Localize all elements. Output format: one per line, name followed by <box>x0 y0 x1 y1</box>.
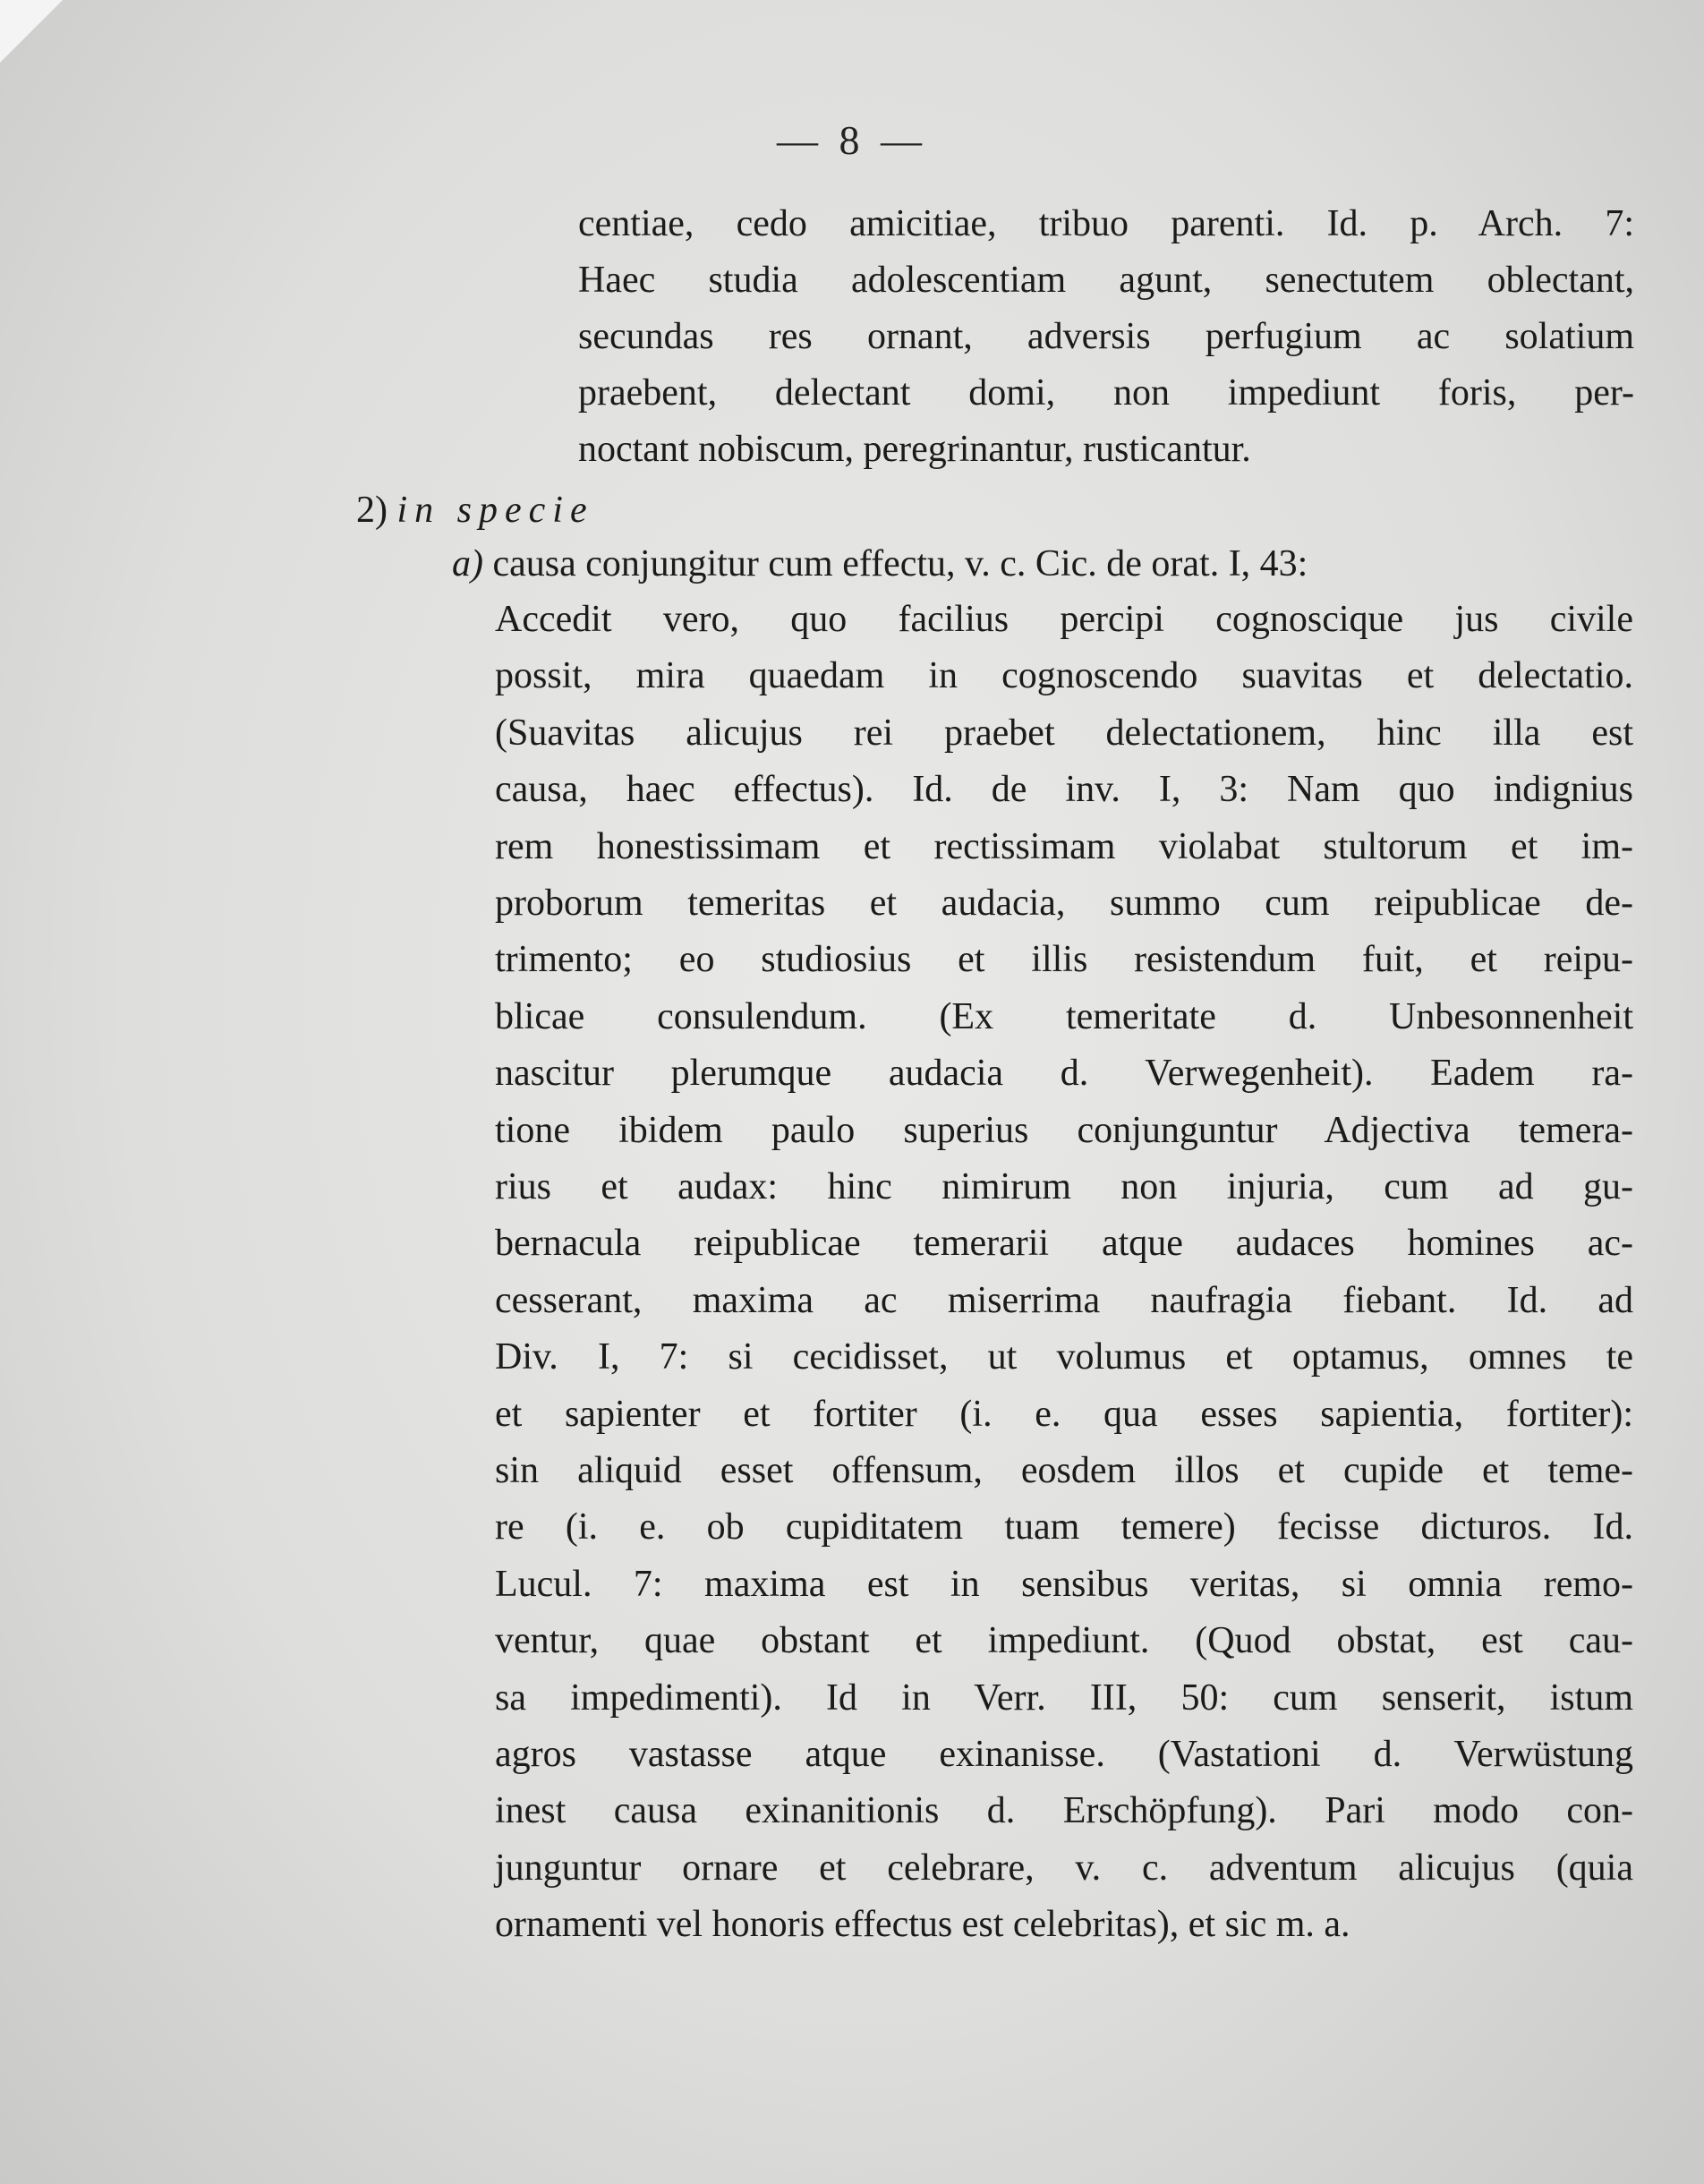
section-number: 2) <box>356 490 388 531</box>
text-line: causa, haec effectus). Id. de inv. I, 3: Nam quo indignius <box>495 769 1633 811</box>
section-heading <box>356 489 594 532</box>
text-line: praebent, delectant domi, non impediunt foris, per- <box>578 372 1634 414</box>
text-line: rem honestissimam et rectissimam violabat stultorum et im- <box>495 825 1633 867</box>
text-line: junguntur ornare et celebrare, v. c. adventum alicujus (quia <box>495 1847 1633 1889</box>
page-number: — 8 — <box>777 117 927 163</box>
text-line: Div. I, 7: si cecidisset, ut volumus et optamus, omnes te <box>495 1336 1633 1378</box>
text-line: sin aliquid esset offensum, eosdem illos et cupide et teme- <box>495 1450 1633 1491</box>
page-corner-fold <box>0 0 63 63</box>
text-line: et sapienter et fortiter (i. e. qua esses sapientia, fortiter): <box>495 1393 1633 1435</box>
subsection-heading <box>452 542 1633 585</box>
text-line: Lucul. 7: maxima est in sensibus veritas, si omnia remo- <box>495 1563 1633 1605</box>
subsection-first-line: causa conjungitur cum effectu, v. c. Cic. de orat. I, 43: <box>492 543 1308 584</box>
text-line: ventur, quae obstant et impediunt. (Quod obstat, est cau- <box>495 1620 1633 1662</box>
text-line: proborum temeritas et audacia, summo cum reipublicae de- <box>495 883 1633 924</box>
text-line: agros vastasse atque exinanisse. (Vastationi d. Verwüstung <box>495 1734 1633 1775</box>
text-line: blicae consulendum. (Ex temeritate d. Unbesonnenheit <box>495 995 1633 1037</box>
text-line: inest causa exinanitionis d. Erschöpfung). Pari modo con- <box>495 1790 1633 1832</box>
text-line: Haec studia adolescentiam agunt, senectutem oblectant, <box>578 260 1634 301</box>
text-line: rius et audax: hinc nimirum non injuria, cum ad gu- <box>495 1166 1633 1207</box>
text-line: ornamenti vel honoris effectus est celebritas), et sic m. a. <box>495 1904 1350 1946</box>
text-line: sa impedimenti). Id in Verr. III, 50: cum senserit, istum <box>495 1676 1633 1719</box>
text-line: Accedit vero, quo facilius percipi cognoscique jus civile <box>495 599 1633 640</box>
text-line: re (i. e. ob cupiditatem tuam temere) fecisse dicturos. Id. <box>495 1506 1633 1548</box>
text-line: centiae, cedo amicitiae, tribuo parenti. Id. p. Arch. 7: <box>578 203 1634 244</box>
text-line: noctant nobiscum, peregrinantur, rusticantur. <box>578 429 1251 470</box>
subsection-label: a) <box>452 543 483 584</box>
text-line: nascitur plerumque audacia d. Verwegenheit). Eadem ra- <box>495 1053 1633 1095</box>
text-line: trimento; eo studiosius et illis resistendum fuit, et reipu- <box>495 939 1633 981</box>
section-title: in specie <box>396 490 594 531</box>
text-line: tione ibidem paulo superius conjunguntur Adjectiva temera- <box>495 1109 1633 1151</box>
text-line: possit, mira quaedam in cognoscendo suavitas et delectatio. <box>495 655 1633 697</box>
text-line: (Suavitas alicujus rei praebet delectationem, hinc illa est <box>495 712 1633 754</box>
text-line: bernacula reipublicae temerarii atque audaces homines ac- <box>495 1223 1633 1265</box>
text-line: secundas res ornant, adversis perfugium ac solatium <box>578 316 1634 357</box>
text-line: cesserant, maxima ac miserrima naufragia fiebant. Id. ad <box>495 1279 1633 1321</box>
